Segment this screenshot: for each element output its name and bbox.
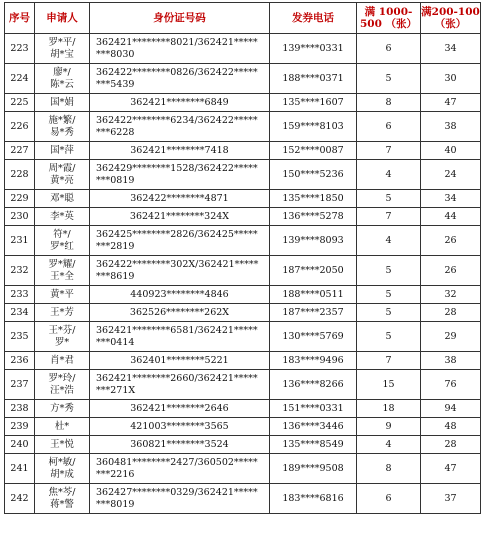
table-row [5, 34, 481, 64]
row-tier-200: 26 [421, 256, 481, 286]
row-phone: 136****3446 [270, 418, 357, 436]
table-row [5, 370, 481, 400]
row-seq: 235 [5, 322, 35, 352]
table-row [5, 94, 481, 112]
table-row [5, 400, 481, 418]
row-id-number: 362425********2826/362425***** ***2819 [90, 226, 270, 256]
row-applicant: 施*繁/ 易*秀 [35, 112, 90, 142]
row-seq: 241 [5, 454, 35, 484]
header-applicant: 申请人 [35, 3, 90, 34]
row-seq: 223 [5, 34, 35, 64]
row-seq: 234 [5, 304, 35, 322]
row-applicant: 方*秀 [35, 400, 90, 418]
row-id-number: 362421********2646 [90, 400, 270, 418]
row-tier-1000: 7 [357, 208, 421, 226]
row-applicant: 王*芳 [35, 304, 90, 322]
row-seq: 226 [5, 112, 35, 142]
row-seq: 228 [5, 160, 35, 190]
row-tier-1000: 8 [357, 94, 421, 112]
row-tier-1000: 4 [357, 436, 421, 454]
row-tier-1000: 5 [357, 286, 421, 304]
table-row [5, 64, 481, 94]
row-applicant: 邓*聪 [35, 190, 90, 208]
voucher-table [4, 2, 481, 514]
row-id-number: 362422********0826/362422***** ***5439 [90, 64, 270, 94]
header-id-number: 身份证号码 [90, 3, 270, 34]
row-tier-1000: 4 [357, 160, 421, 190]
row-seq: 236 [5, 352, 35, 370]
row-seq: 233 [5, 286, 35, 304]
row-phone: 152****0087 [270, 142, 357, 160]
row-seq: 225 [5, 94, 35, 112]
row-tier-1000: 7 [357, 142, 421, 160]
row-applicant: 李*英 [35, 208, 90, 226]
table-row [5, 418, 481, 436]
row-tier-200: 47 [421, 454, 481, 484]
row-applicant: 黄*平 [35, 286, 90, 304]
row-tier-1000: 9 [357, 418, 421, 436]
row-phone: 183****9496 [270, 352, 357, 370]
row-tier-1000: 5 [357, 190, 421, 208]
table-row [5, 484, 481, 514]
row-tier-200: 34 [421, 34, 481, 64]
row-tier-1000: 4 [357, 226, 421, 256]
row-phone: 151****0331 [270, 400, 357, 418]
row-tier-200: 32 [421, 286, 481, 304]
row-phone: 135****1607 [270, 94, 357, 112]
row-phone: 188****0511 [270, 286, 357, 304]
row-phone: 139****8093 [270, 226, 357, 256]
row-tier-1000: 7 [357, 352, 421, 370]
table-row [5, 256, 481, 286]
row-tier-1000: 5 [357, 322, 421, 352]
row-id-number: 360821********3524 [90, 436, 270, 454]
row-tier-200: 29 [421, 322, 481, 352]
row-tier-1000: 18 [357, 400, 421, 418]
row-tier-1000: 8 [357, 454, 421, 484]
row-phone: 150****5236 [270, 160, 357, 190]
header-tier-200: 满200-100 （张） [421, 3, 481, 34]
header-phone: 发券电话 [270, 3, 357, 34]
row-id-number: 440923********4846 [90, 286, 270, 304]
row-phone: 136****5278 [270, 208, 357, 226]
table-row [5, 436, 481, 454]
row-id-number: 362401********5221 [90, 352, 270, 370]
row-tier-1000: 6 [357, 34, 421, 64]
row-tier-200: 28 [421, 304, 481, 322]
row-tier-200: 28 [421, 436, 481, 454]
row-applicant: 柯*敏/ 胡*成 [35, 454, 90, 484]
row-id-number: 362422********4871 [90, 190, 270, 208]
row-id-number: 362421********2660/362421***** ***271X [90, 370, 270, 400]
table-row [5, 352, 481, 370]
row-tier-1000: 6 [357, 484, 421, 514]
row-tier-200: 38 [421, 352, 481, 370]
row-id-number: 362421********6849 [90, 94, 270, 112]
row-phone: 135****1850 [270, 190, 357, 208]
row-tier-1000: 5 [357, 304, 421, 322]
table-row [5, 304, 481, 322]
row-id-number: 362421********7418 [90, 142, 270, 160]
row-seq: 232 [5, 256, 35, 286]
table-row [5, 454, 481, 484]
row-applicant: 廖*/ 陈*云 [35, 64, 90, 94]
row-applicant: 国*萍 [35, 142, 90, 160]
row-tier-200: 40 [421, 142, 481, 160]
row-seq: 227 [5, 142, 35, 160]
row-id-number: 362526********262X [90, 304, 270, 322]
row-id-number: 362421********6581/362421***** ***0414 [90, 322, 270, 352]
table-row [5, 112, 481, 142]
row-phone: 139****0331 [270, 34, 357, 64]
row-seq: 242 [5, 484, 35, 514]
row-phone: 159****8103 [270, 112, 357, 142]
row-phone: 130****5769 [270, 322, 357, 352]
row-id-number: 421003********3565 [90, 418, 270, 436]
row-applicant: 罗*玲/ 汪*浩 [35, 370, 90, 400]
row-id-number: 362421********324X [90, 208, 270, 226]
row-phone: 183****6816 [270, 484, 357, 514]
row-tier-200: 24 [421, 160, 481, 190]
table-row [5, 160, 481, 190]
row-applicant: 王*悦 [35, 436, 90, 454]
row-applicant: 肖*君 [35, 352, 90, 370]
row-phone: 188****0371 [270, 64, 357, 94]
row-seq: 240 [5, 436, 35, 454]
row-tier-200: 47 [421, 94, 481, 112]
row-tier-1000: 6 [357, 112, 421, 142]
table-row [5, 208, 481, 226]
row-tier-200: 30 [421, 64, 481, 94]
row-seq: 238 [5, 400, 35, 418]
row-tier-1000: 5 [357, 64, 421, 94]
table-row [5, 190, 481, 208]
row-id-number: 362422********6234/362422***** ***6228 [90, 112, 270, 142]
table-row [5, 322, 481, 352]
row-id-number: 362421********8021/362421***** ***8030 [90, 34, 270, 64]
row-id-number: 362427********0329/362421***** ***8019 [90, 484, 270, 514]
row-applicant: 罗*平/ 胡*宝 [35, 34, 90, 64]
row-applicant: 焦*芩/ 蒋*警 [35, 484, 90, 514]
table-row [5, 226, 481, 256]
row-applicant: 罗*耀/ 王*全 [35, 256, 90, 286]
row-id-number: 362422********302X/362421***** ***8619 [90, 256, 270, 286]
row-id-number: 360481********2427/360502***** ***2216 [90, 454, 270, 484]
row-tier-200: 48 [421, 418, 481, 436]
row-tier-1000: 5 [357, 256, 421, 286]
header-seq: 序号 [5, 3, 35, 34]
row-tier-200: 34 [421, 190, 481, 208]
header-tier-1000: 满 1000-500 （张） [357, 3, 421, 34]
row-seq: 229 [5, 190, 35, 208]
row-phone: 187****2357 [270, 304, 357, 322]
row-seq: 230 [5, 208, 35, 226]
table-row [5, 142, 481, 160]
row-phone: 135****8549 [270, 436, 357, 454]
row-applicant: 王*芬/ 罗* [35, 322, 90, 352]
row-phone: 187****2050 [270, 256, 357, 286]
row-seq: 224 [5, 64, 35, 94]
row-tier-200: 44 [421, 208, 481, 226]
row-applicant: 周*霞/ 黄*亮 [35, 160, 90, 190]
row-seq: 237 [5, 370, 35, 400]
row-phone: 189****9508 [270, 454, 357, 484]
row-tier-200: 26 [421, 226, 481, 256]
row-id-number: 362429********1528/362422***** ***0819 [90, 160, 270, 190]
row-seq: 239 [5, 418, 35, 436]
row-tier-200: 94 [421, 400, 481, 418]
row-tier-200: 37 [421, 484, 481, 514]
header-row [5, 3, 481, 34]
row-tier-200: 38 [421, 112, 481, 142]
row-applicant: 国*娟 [35, 94, 90, 112]
row-tier-1000: 15 [357, 370, 421, 400]
row-applicant: 符*/ 罗*红 [35, 226, 90, 256]
row-phone: 136****8266 [270, 370, 357, 400]
table-row [5, 286, 481, 304]
row-tier-200: 76 [421, 370, 481, 400]
row-seq: 231 [5, 226, 35, 256]
row-applicant: 杜* [35, 418, 90, 436]
